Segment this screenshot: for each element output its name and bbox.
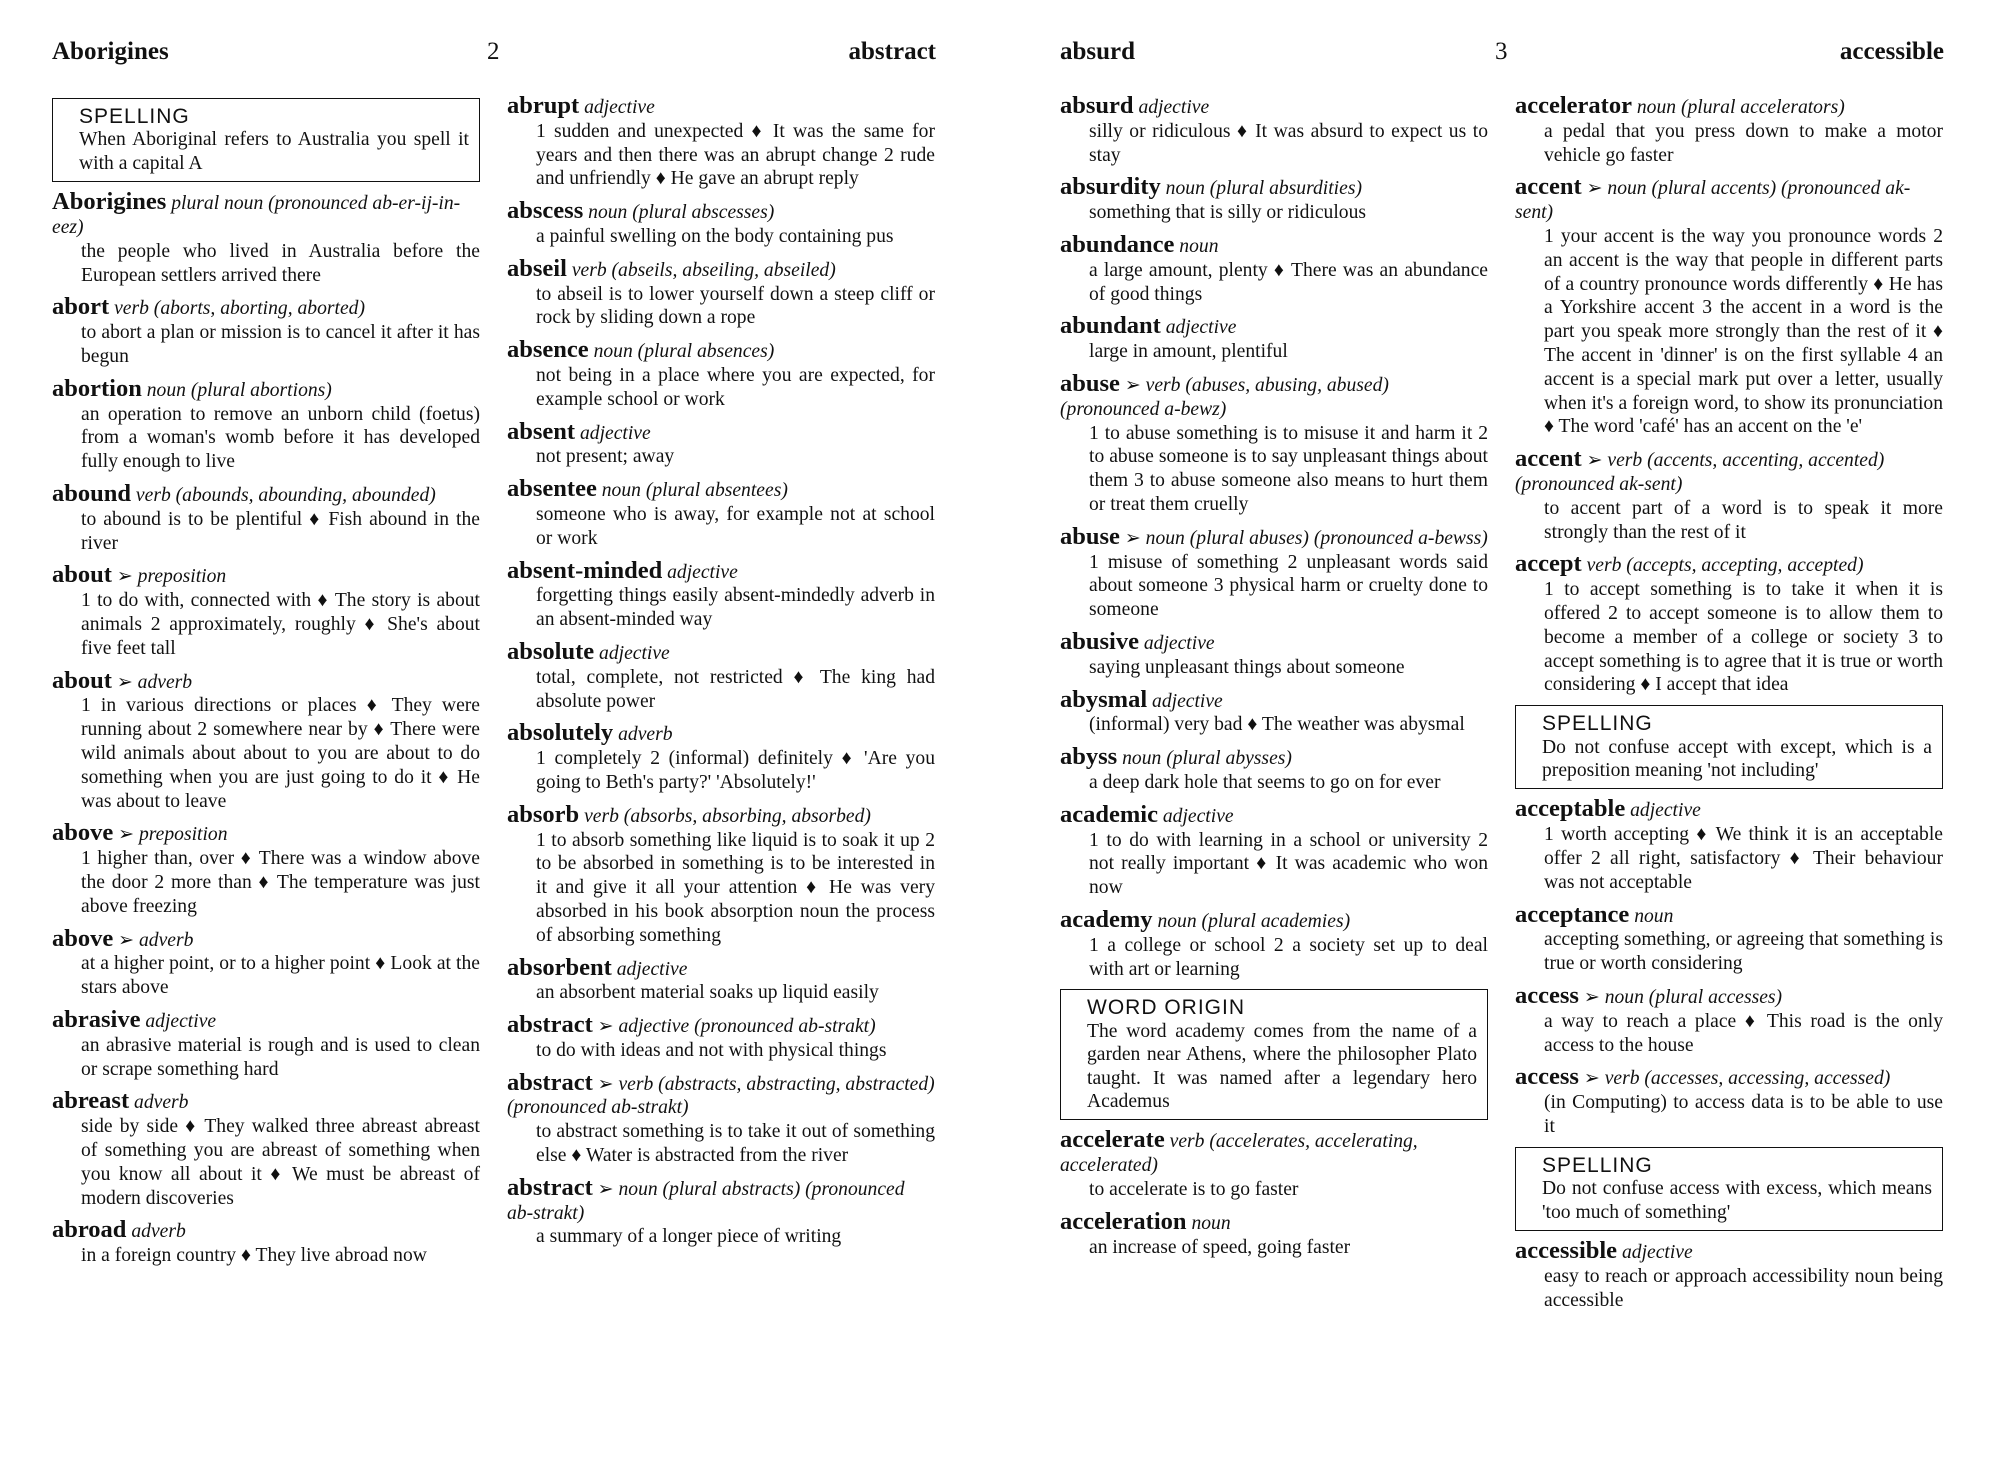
dictionary-entry: [1060, 627, 1488, 680]
entry-headword: abreast: [52, 1087, 130, 1115]
entry-label: noun (plural accesses): [1604, 986, 1783, 1008]
entry-label: adjective: [1143, 632, 1215, 654]
entry-definition: 1 to abuse something is to misuse it and harm it 2 to abuse someone is to say unpleasant things about them 3 to abuse someone also means to hurt them or treat them cruelly: [1089, 422, 1488, 515]
entry-label: adjective: [584, 97, 655, 118]
entry-definition: silly or ridiculous ♦ It was absurd to expect us to stay: [1089, 120, 1488, 166]
entry-headword: abuse: [1060, 522, 1120, 550]
page-number: 2: [487, 38, 500, 65]
note-box: [52, 98, 480, 182]
dictionary-entry: [1060, 905, 1488, 981]
arrow-icon: ➢: [1586, 178, 1603, 200]
entry-definition: a way to reach a place ♦ This road is the only access to the house: [1544, 1010, 1943, 1056]
entry-label: adjective: [1162, 805, 1234, 827]
dictionary-entry: [507, 800, 935, 948]
entry-definition: large in amount, plentiful: [1089, 341, 1288, 363]
entry-label: adjective: [667, 561, 738, 583]
entry-definition: 1 your accent is the way you pronounce words 2 an accent is the way that people in different parts of a country pronounce words differently ♦ He has a Yorkshire accent 3 the accent in a word is the part you speak more strongly than the rest of it ♦ The accent in 'dinner' is on the first syllable 4 an accent is a special mark put over a letter, usually when it's a foreign word, to show its pronunciation ♦ The word 'café' has an accent on the 'e': [1544, 225, 1943, 438]
entry-headword: absolute: [507, 637, 595, 665]
dictionary-entry: [1060, 1128, 1488, 1201]
entry-definition: in a foreign country ♦ They live abroad now: [81, 1245, 427, 1267]
note-box-text: Do not confuse access with excess, which means 'too much of something': [1542, 1178, 1932, 1223]
dictionary-entry: [507, 1068, 935, 1168]
entry-label: preposition: [137, 566, 227, 588]
entry-label: adjective: [1165, 317, 1237, 339]
entry-headword: academy: [1060, 905, 1153, 933]
entry-definition: 1 a college or school 2 a society set up to deal with art or learning: [1089, 934, 1488, 980]
dictionary-entry: [1515, 797, 1943, 894]
entry-headword: acceptable: [1515, 795, 1626, 823]
entry-label: verb (aborts, aborting, aborted): [114, 298, 365, 320]
entry-label: noun (plural accelerators): [1636, 97, 1845, 118]
entry-label: verb (abseils, abseiling, abseiled): [571, 259, 836, 281]
entry-label: noun (plural absurdities): [1165, 178, 1362, 200]
dictionary-entry: [52, 374, 480, 474]
entry-label: adverb: [134, 1092, 189, 1114]
entry-label: noun (plural academies): [1157, 910, 1351, 932]
entry-definition: 1 to accept something is to take it when it is offered 2 to accept someone is to allow them to become a member of a college or society 3 to accept something is to agree that it is true or worth considering ♦ I accept that idea: [1544, 579, 1943, 696]
entry-headword: absent: [507, 417, 576, 445]
entry-label: adverb: [138, 929, 194, 951]
entry-definition: 1 to do with, connected with ♦ The story is about animals 2 approximately, roughly ♦ She's about five feet tall: [81, 590, 480, 659]
entry-definition: to do with ideas and not with physical things: [536, 1039, 887, 1061]
dictionary-entry: [1060, 522, 1488, 622]
dictionary-entry: [1060, 745, 1488, 795]
entry-headword: Aborigines: [52, 188, 167, 216]
note-box: [1515, 1147, 1943, 1231]
note-box-title: SPELLING: [1542, 1153, 1653, 1177]
note-box-title: WORD ORIGIN: [1087, 996, 1245, 1020]
entry-definition: an abrasive material is rough and is used to clean or scrape something hard: [81, 1034, 480, 1080]
entry-headword: accent: [1515, 445, 1582, 473]
entry-definition: 1 to absorb something like liquid is to soak it up 2 to be absorbed in something is to be interested in it and give it all your attention ♦ He was very absorbed in his book absorption noun the process of absorbing something: [536, 829, 935, 946]
entry-headword: absorb: [507, 800, 580, 828]
dictionary-entry: [1060, 685, 1488, 738]
entry-label: noun (plural abscesses): [588, 202, 775, 224]
entry-headword: absentee: [507, 475, 597, 503]
entry-headword: about: [52, 666, 112, 694]
entry-label: noun (plural abysses): [1122, 748, 1292, 770]
dictionary-entry: [1515, 552, 1943, 697]
note-box-text: The word academy comes from the name of a garden near Athens, where the philosopher Plato taught. It was named after a legendary hero Academus: [1087, 1020, 1477, 1112]
running-head-right: abstract: [848, 38, 936, 65]
entry-label: noun (plural absences): [593, 341, 775, 363]
dictionary-entry: [1060, 369, 1488, 517]
dictionary-entry: [1060, 230, 1488, 306]
entry-headword: absent-minded: [507, 556, 663, 584]
dictionary-entry: [507, 477, 935, 550]
entry-headword: above: [52, 924, 114, 952]
entry-definition: to abstract something is to take it out of something else ♦ Water is abstracted from the river: [536, 1121, 935, 1167]
entry-headword: abrupt: [507, 92, 580, 119]
entry-label: verb (absorbs, absorbing, absorbed): [584, 805, 871, 827]
arrow-icon: ➢: [1583, 986, 1600, 1008]
dictionary-entry: [1515, 94, 1943, 167]
entry-definition: at a higher point, or to a higher point ♦ Look at the stars above: [81, 953, 480, 999]
entry-headword: abysmal: [1060, 685, 1148, 713]
entry-definition: saying unpleasant things about someone: [1089, 656, 1405, 678]
entry-definition: not being in a place where you are expected, for example school or work: [536, 364, 935, 410]
entry-label: adjective: [616, 958, 688, 980]
entry-headword: absorbent: [507, 953, 612, 981]
entry-label: adjective: [1152, 690, 1223, 712]
entry-definition: 1 worth accepting ♦ We think it is an acceptable offer 2 all right, satisfactory ♦ Their behaviour was not acceptable: [1544, 824, 1943, 893]
entry-headword: access: [1515, 1063, 1579, 1091]
entry-label: noun (plural accents) (pronounced ak-sent): [1515, 178, 1911, 224]
entry-headword: abyss: [1060, 743, 1118, 771]
dictionary-entry: [52, 821, 480, 918]
arrow-icon: ➢: [118, 824, 135, 846]
entry-definition: not present; away: [536, 446, 675, 468]
running-head-right: accessible: [1839, 38, 1944, 65]
entry-definition: a painful swelling on the body containing pus: [536, 225, 894, 247]
entry-headword: absolutely: [507, 719, 614, 747]
entry-headword: abundance: [1060, 230, 1175, 258]
dictionary-entry: [1515, 981, 1943, 1057]
entry-definition: 1 misuse of something 2 unpleasant words said about someone 3 physical harm or cruelty done to someone: [1089, 551, 1488, 621]
entry-definition: side by side ♦ They walked three abreast abreast of something you are abreast of something when you know all about it ♦ We must be abreast of modern discoveries: [81, 1116, 480, 1209]
arrow-icon: ➢: [597, 1073, 614, 1095]
dictionary-entry: [507, 94, 935, 191]
entry-headword: abseil: [507, 254, 567, 282]
arrow-icon: ➢: [1124, 527, 1141, 549]
entry-headword: abusive: [1060, 627, 1139, 655]
dictionary-entry: [507, 953, 935, 1006]
entry-label: adjective: [1138, 97, 1210, 118]
dictionary-entry: [1515, 1065, 1943, 1138]
entry-headword: absence: [507, 336, 589, 364]
arrow-icon: ➢: [118, 929, 135, 951]
dictionary-entry: [1060, 175, 1488, 225]
entry-definition: a large amount, plenty ♦ There was an abundance of good things: [1089, 259, 1488, 305]
dictionary-entry: [507, 199, 935, 249]
entry-headword: absurdity: [1060, 173, 1161, 201]
entry-label: adjective: [599, 642, 670, 664]
entry-label: noun (plural abortions): [146, 379, 332, 401]
dictionary-entry: [1060, 800, 1488, 900]
entry-label: preposition: [138, 824, 228, 846]
dictionary-entry: [507, 254, 935, 330]
entry-definition: the people who lived in Australia before the European settlers arrived there: [81, 240, 480, 286]
entry-headword: abound: [52, 479, 132, 507]
dictionary-entry: [1515, 1236, 1943, 1312]
entry-definition: 1 sudden and unexpected ♦ It was the same for years and then there was an abrupt change 2 rude and unfriendly ♦ He gave an abrupt reply: [536, 120, 935, 190]
arrow-icon: ➢: [1586, 450, 1603, 472]
column-4: [1515, 94, 1943, 1320]
entry-label: noun (plural abstracts) (pronounced ab-strakt): [507, 1178, 905, 1224]
dictionary-entry: [1060, 314, 1488, 364]
entry-definition: an operation to remove an unborn child (foetus) from a woman's womb before it has developed fully enough to live: [81, 403, 480, 473]
dictionary-entry: [507, 1013, 935, 1063]
entry-headword: accelerator: [1515, 92, 1632, 119]
entry-headword: abscess: [507, 197, 584, 225]
entry-label: noun (plural absentees): [601, 480, 788, 502]
entry-label: adjective (pronounced ab-strakt): [618, 1016, 876, 1038]
arrow-icon: ➢: [597, 1178, 614, 1200]
dictionary-entry: [52, 1089, 480, 1210]
entry-headword: accelerate: [1060, 1126, 1165, 1154]
dictionary-entry: [52, 1005, 480, 1081]
entry-headword: abstract: [507, 1068, 593, 1096]
dictionary-entry: [52, 190, 480, 287]
entry-label: verb (abounds, abounding, abounded): [135, 484, 436, 506]
dictionary-entry: [1515, 175, 1943, 439]
dictionary-entry: [1515, 447, 1943, 544]
entry-definition: a deep dark hole that seems to go on for ever: [1089, 771, 1441, 793]
dictionary-entry: [1060, 1207, 1488, 1260]
entry-headword: absurd: [1060, 92, 1134, 119]
note-box-text: When Aboriginal refers to Australia you spell it with a capital A: [79, 129, 469, 174]
entry-label: noun: [1179, 235, 1219, 257]
entry-label: verb (accesses, accessing, accessed): [1604, 1068, 1891, 1090]
entry-headword: abrasive: [52, 1005, 141, 1033]
note-box: [1060, 989, 1488, 1120]
arrow-icon: ➢: [1583, 1068, 1600, 1090]
entry-headword: accessible: [1515, 1236, 1618, 1264]
page-right: [1000, 0, 2000, 1478]
note-box-title: SPELLING: [1542, 712, 1653, 736]
dictionary-entry: [507, 338, 935, 411]
entry-definition: to accent part of a word is to speak it more strongly than the rest of it: [1544, 497, 1943, 543]
entry-definition: to accelerate is to go faster: [1089, 1178, 1299, 1200]
entry-definition: a summary of a longer piece of writing: [536, 1226, 842, 1248]
dictionary-entry: [52, 924, 480, 1000]
running-head-left: absurd: [1060, 38, 1136, 65]
entry-headword: acceptance: [1515, 900, 1630, 928]
dictionary-entry: [52, 295, 480, 368]
column-2: [507, 94, 935, 1257]
dictionary-entry: [52, 479, 480, 555]
entry-headword: acceleration: [1060, 1207, 1187, 1235]
entry-label: noun (plural abuses) (pronounced a-bewss): [1145, 527, 1488, 549]
entry-definition: (in Computing) to access data is to be able to use it: [1544, 1092, 1943, 1137]
entry-headword: academic: [1060, 800, 1158, 828]
dictionary-entry: [507, 556, 935, 632]
entry-definition: something that is silly or ridiculous: [1089, 202, 1367, 224]
entry-definition: 1 to do with learning in a school or university 2 not really important ♦ It was academic who won now: [1089, 829, 1488, 899]
entry-headword: abroad: [52, 1216, 127, 1244]
entry-definition: forgetting things easily absent-mindedly adverb in an absent-minded way: [536, 585, 935, 631]
entry-label: noun: [1191, 1212, 1231, 1234]
page-number: 3: [1495, 38, 1508, 65]
column-3: [1060, 94, 1488, 1267]
entry-label: adjective: [1630, 800, 1701, 822]
entry-label: adjective: [1621, 1241, 1693, 1263]
entry-definition: total, complete, not restricted ♦ The king had absolute power: [536, 666, 935, 712]
entry-label: noun: [1634, 905, 1674, 927]
note-box-text: Do not confuse accept with except, which is a preposition meaning 'not including': [1542, 736, 1932, 781]
entry-headword: above: [52, 819, 114, 847]
entry-label: verb (abstracts, abstracting, abstracted) (pronounced ab-strakt): [507, 1073, 935, 1119]
entry-label: adjective: [145, 1010, 217, 1032]
dictionary-entry: [507, 1173, 935, 1249]
entry-definition: an absorbent material soaks up liquid easily: [536, 982, 879, 1004]
entry-headword: about: [52, 561, 112, 589]
entry-headword: abundant: [1060, 312, 1161, 340]
entry-definition: easy to reach or approach accessibility noun being accessible: [1544, 1265, 1943, 1311]
dictionary-entry: [52, 1218, 480, 1268]
entry-label: verb (abuses, abusing, abused) (pronounced a-bewz): [1060, 374, 1389, 420]
column-1: [52, 94, 480, 1276]
dictionary-entry: [52, 666, 480, 814]
entry-definition: a pedal that you press down to make a motor vehicle go faster: [1544, 120, 1943, 166]
entry-headword: access: [1515, 981, 1579, 1009]
entry-label: verb (accelerates, accelerating, accelerated): [1060, 1131, 1418, 1177]
arrow-icon: ➢: [116, 566, 133, 588]
entry-definition: (informal) very bad ♦ The weather was abysmal: [1089, 714, 1465, 736]
entry-definition: to abort a plan or mission is to cancel it after it has begun: [81, 322, 480, 367]
dictionary-entry: [1060, 94, 1488, 167]
entry-headword: accent: [1515, 173, 1582, 201]
arrow-icon: ➢: [597, 1016, 614, 1038]
entry-definition: to abound is to be plentiful ♦ Fish abound in the river: [81, 508, 480, 554]
entry-label: adjective: [579, 422, 651, 444]
entry-definition: someone who is away, for example not at school or work: [536, 503, 935, 549]
entry-definition: an increase of speed, going faster: [1089, 1236, 1351, 1258]
entry-headword: abortion: [52, 374, 142, 402]
entry-headword: abuse: [1060, 369, 1120, 397]
entry-label: verb (accents, accenting, accented) (pronounced ak-sent): [1515, 450, 1885, 495]
arrow-icon: ➢: [116, 671, 133, 693]
entry-label: adverb: [618, 724, 673, 746]
arrow-icon: ➢: [1124, 374, 1141, 396]
entry-definition: to abseil is to lower yourself down a steep cliff or rock by sliding down a rope: [536, 283, 935, 329]
note-box: [1515, 705, 1943, 789]
entry-headword: abstract: [507, 1173, 593, 1201]
entry-definition: 1 in various directions or places ♦ They were running about 2 somewhere near by ♦ There were wild animals about about to you are about to do something when you are just going to do it ♦ He was about to leave: [81, 695, 480, 812]
entry-headword: accept: [1515, 550, 1582, 578]
dictionary-entry: [52, 563, 480, 660]
dictionary-entry: [507, 721, 935, 794]
entry-headword: abstract: [507, 1011, 593, 1039]
entry-headword: abort: [52, 293, 110, 321]
dictionary-entry: [507, 417, 935, 470]
running-head-left: Aborigines: [52, 38, 169, 65]
entry-label: plural noun (pronounced ab-er-ij-in-eez): [52, 193, 461, 239]
entry-definition: accepting something, or agreeing that something is true or worth considering: [1544, 929, 1943, 975]
entry-label: verb (accepts, accepting, accepted): [1586, 555, 1864, 577]
note-box-title: SPELLING: [79, 105, 190, 128]
entry-definition: 1 higher than, over ♦ There was a window above the door 2 more than ♦ The temperature was just above freezing: [81, 848, 480, 917]
dictionary-entry: [1515, 900, 1943, 976]
entry-label: adverb: [131, 1221, 186, 1243]
dictionary-entry: [507, 637, 935, 713]
entry-label: adverb: [137, 671, 193, 693]
entry-definition: 1 completely 2 (informal) definitely ♦ 'Are you going to Beth's party?' 'Absolutely!': [536, 748, 935, 793]
